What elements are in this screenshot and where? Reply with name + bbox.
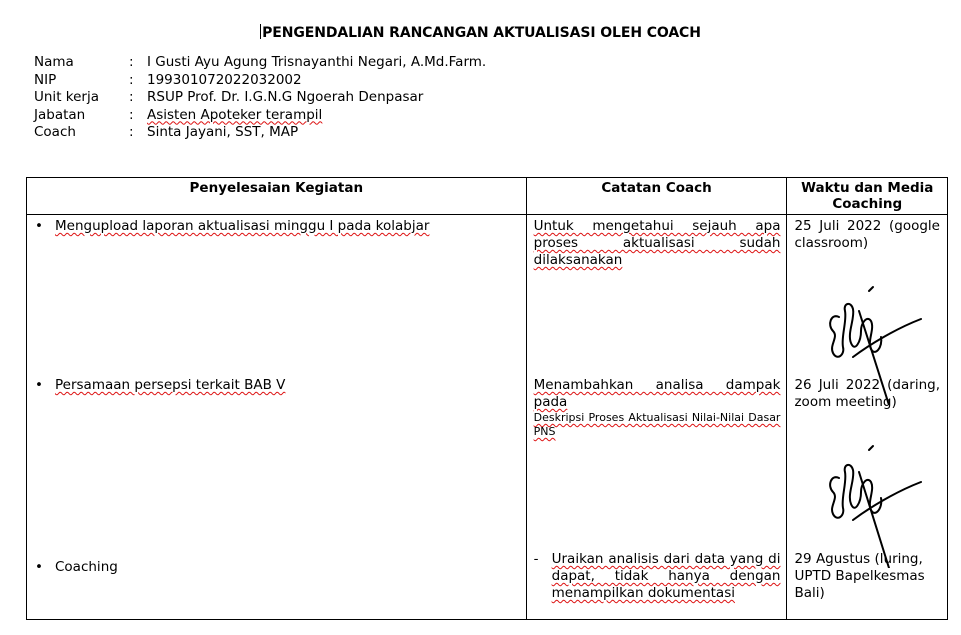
info-row-jabatan bbox=[34, 107, 486, 125]
nip-label: NIP bbox=[34, 71, 57, 88]
signature-image bbox=[817, 440, 927, 568]
kegiatan-item-2 bbox=[27, 377, 526, 393]
table-header-row bbox=[27, 178, 948, 215]
waktu-text: 26 Juli 2022 (daring, zoom meeting) bbox=[794, 377, 940, 410]
unit-label: Unit kerja bbox=[34, 89, 99, 105]
info-row-nama bbox=[34, 54, 486, 72]
kegiatan-cell bbox=[27, 215, 527, 620]
identity-block bbox=[34, 54, 486, 142]
bullet: • bbox=[35, 377, 43, 393]
table-row bbox=[27, 215, 948, 620]
page-title bbox=[0, 24, 961, 41]
unit-value: RSUP Prof. Dr. I.G.N.G Ngoerah Denpasar bbox=[147, 89, 424, 105]
info-row-unit bbox=[34, 89, 486, 107]
colon: : bbox=[129, 106, 134, 123]
nama-value: I Gusti Ayu Agung Trisnayanthi Negari, A.Md.Farm. bbox=[147, 54, 487, 70]
colon: : bbox=[129, 54, 134, 70]
waktu-item-2 bbox=[787, 377, 947, 411]
info-row-coach bbox=[34, 124, 486, 142]
info-row-nip bbox=[34, 72, 486, 90]
waktu-text: 29 Agustus (luring, UPTD Bapelkesmas Bali) bbox=[794, 551, 925, 601]
jabatan-label: Jabatan bbox=[34, 106, 86, 123]
coach-value: Sinta Jayani, SST, MAP bbox=[147, 124, 299, 140]
nama-label: Nama bbox=[34, 54, 74, 70]
dash-marker: - bbox=[533, 551, 539, 567]
waktu-cell bbox=[787, 215, 948, 620]
header-catatan: Catatan Coach bbox=[526, 178, 787, 215]
catatan-text-small: Deskripsi Proses Aktualisasi Nilai-Nilai Dasar PNS bbox=[533, 411, 781, 438]
kegiatan-text: Persamaan persepsi terkait BAB V bbox=[55, 377, 286, 393]
colon: : bbox=[129, 124, 134, 140]
colon: : bbox=[129, 89, 134, 105]
colon: : bbox=[129, 71, 134, 88]
catatan-item-3 bbox=[527, 551, 787, 602]
catatan-cell bbox=[526, 215, 787, 620]
waktu-item-3 bbox=[787, 551, 947, 602]
page-title-text: PENGENDALIAN RANCANGAN AKTUALISASI OLEH COACH bbox=[262, 25, 701, 41]
kegiatan-text: Coaching bbox=[55, 559, 118, 575]
catatan-item-1 bbox=[527, 218, 787, 269]
bullet: • bbox=[35, 559, 43, 575]
catatan-text: Uraikan analisis dari data yang di dapat, tidak hanya dengan menampilkan dokumentasi bbox=[551, 551, 781, 601]
nip-value: 199301072022032002 bbox=[147, 71, 302, 88]
catatan-item-2 bbox=[527, 377, 787, 439]
kegiatan-item-1 bbox=[27, 218, 526, 234]
header-waktu: Waktu dan Media Coaching bbox=[787, 178, 948, 215]
waktu-text: 25 Juli 2022 (google classroom) bbox=[794, 218, 940, 251]
kegiatan-item-3 bbox=[27, 559, 526, 575]
header-penyelesaian: Penyelesaian Kegiatan bbox=[27, 178, 527, 215]
coaching-table bbox=[26, 177, 948, 620]
bullet: • bbox=[35, 218, 43, 234]
text-cursor bbox=[260, 24, 261, 39]
catatan-text: Untuk mengetahui sejauh apa proses aktualisasi sudah dilaksanakan bbox=[533, 218, 781, 268]
coach-label: Coach bbox=[34, 124, 76, 140]
waktu-item-1 bbox=[787, 218, 947, 252]
jabatan-value: Asisten Apoteker terampil bbox=[147, 106, 323, 123]
catatan-text: Menambahkan analisa dampak pada bbox=[533, 377, 781, 410]
kegiatan-text: Mengupload laporan aktualisasi minggu I pada kolabjar bbox=[55, 218, 430, 234]
